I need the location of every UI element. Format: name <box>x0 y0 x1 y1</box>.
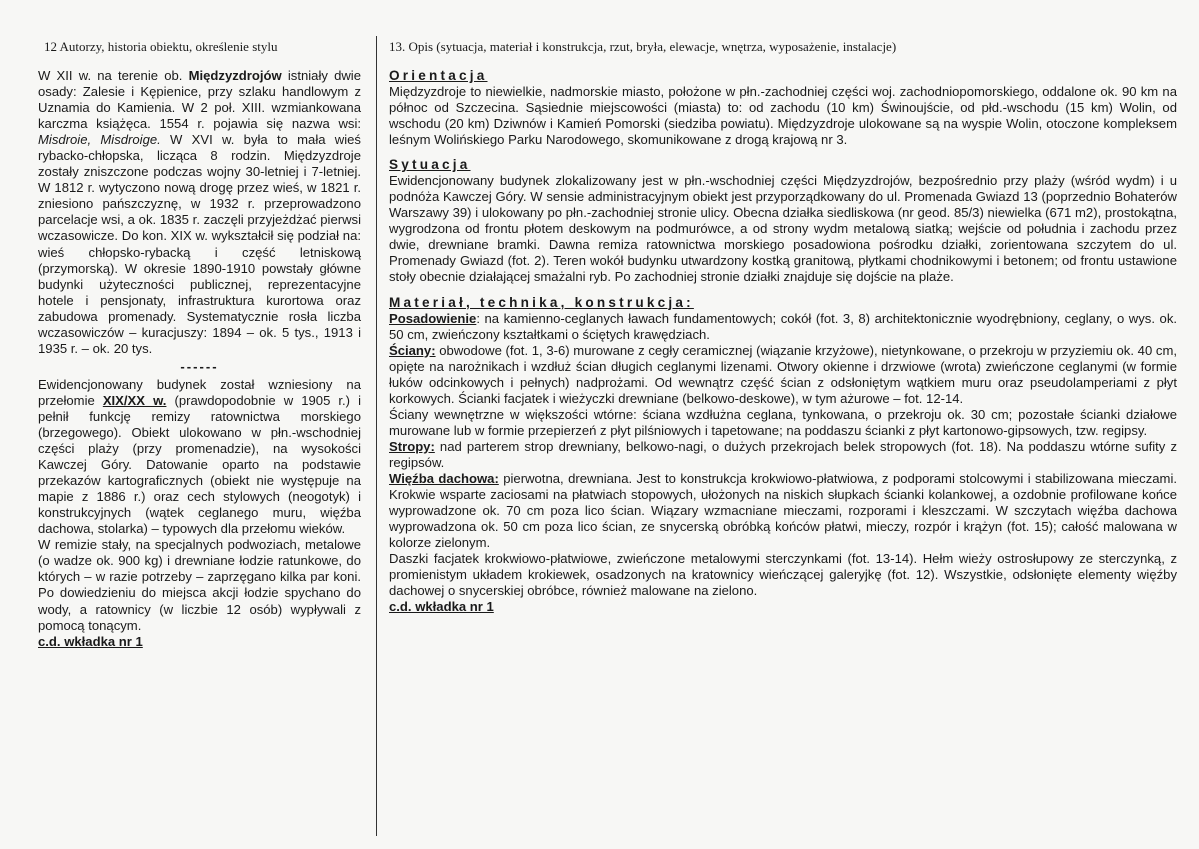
sciany-label: Ściany: <box>389 342 436 358</box>
section-title-sytuacja: Sytuacja <box>389 157 471 173</box>
section-title-material: Materiał, technika, konstrukcja: <box>389 294 694 310</box>
posadowienie-text: : na kamienno-ceglanych ławach fundamentowych; cokół (fot. 3, 8) architektonicznie wyodrębniony, ceglany, o wys. ok. 50 cm, zwieńczony kształtkami o ściętych krawędziach. <box>389 310 1177 342</box>
continuation-note-left: c.d. wkładka nr 1 <box>38 633 143 649</box>
construction-date: XIX/XX w. <box>102 392 167 408</box>
building-text: Ewidencjonowany budynek został wzniesiony na przełomie <box>38 376 361 408</box>
section-title-orientacja: Orientacja <box>389 68 488 83</box>
separator-dashes: ------ <box>180 358 219 374</box>
building-history-paragraph <box>38 377 361 537</box>
stropy-paragraph <box>389 439 1177 471</box>
wiezba-label: Więźba dachowa: <box>389 470 499 486</box>
sciany-paragraph <box>389 343 1177 407</box>
left-column-header: 12 Autorzy, historia obiektu, określenie stylu <box>44 39 278 54</box>
right-column-header: 13. Opis (sytuacja, materiał i konstrukcja, rzut, bryła, elewacje, wnętrza, wyposażenie, instalacje) <box>389 39 897 54</box>
description-column <box>389 68 1177 615</box>
stropy-label: Stropy: <box>389 438 435 454</box>
wiezba-text: pierwotna, drewniana. Jest to konstrukcja krokwiowo-płatwiowa, z podporami stolcowymi i stabilizowana mieczami. Krokwie wsparte zaciosami na płatwiach stopowych, ułożonych na niskich słupkach ścianki kolankowej, a ozdobnie profilowane końce wyprowadzone ok. 70 cm poza lico ścian. Wiązary wzmacniane mieczami, rozporami i kleszczami. W szczytach więźba dachowa wyprowadzona ok. 50 cm poza lico ścian, ze snycerską obróbką końców płatwi, mieczy, rozpór i krążyn (fot. 15); całość malowana w kolorze zielonym. <box>389 470 1178 551</box>
historic-names: Misdroie, Misdroige. <box>38 132 161 148</box>
town-name: Międzyzdrojów <box>188 68 282 83</box>
history-column <box>38 68 361 650</box>
continuation-note-right: c.d. wkładka nr 1 <box>389 599 494 615</box>
posadowienie-label: Posadowienie <box>389 310 477 326</box>
sciany-text: obwodowe (fot. 1, 3-6) murowane z cegły ceramicznej (wiązanie krzyżowe), nietynkowane, o przekroju w przyziemiu ok. 40 cm, opięte na narożnikach i wzdłuż ścian długich ceglanymi lizenami. Otwory okienne i drzwiowe (wrota) zwieńczone ceglanymi (w formie łuków odcinkowych i pełnych) nadprożami. Od wewnątrz część ścian z odsłoniętym wątkiem muru oraz pseudolamperiami z płyt korkowych. Ścianki facjatek i wieżyczki drewniane (belkowo-deskowe), w tym ażurowe – fot. 12-14. <box>389 342 1177 406</box>
history-text: istniały dwie osady: Zalesie i Kępienice, przy szlaku handlowym z Uznamia do Kamienia. W 2 poł. XIII. wzmiankowana karczma książęca. 1554 r. pojawia się nazwa wsi: <box>38 68 361 132</box>
building-text: (prawdopodobnie w 1905 r.) i pełnił funkcję remizy ratownictwa morskiego (brzegowego). Obiekt ulokowano w płn.-wschodniej części plaży (przy promenadzie), na wysokości Kawczej Góry. Datowanie oparto na podstawie przekazów kartograficznych (obiekt nie występuje na mapie z 1886 r.) oraz cech stylowych (neogotyk) i konstrukcyjnych (wątek ceglanego muru, więźba dachowa, stolarka) – typowych dla przełomu wieków. <box>38 392 361 537</box>
wiezba-paragraph <box>389 471 1177 551</box>
sciany-wewnetrzne-paragraph: Ściany wewnętrzne w większości wtórne: ściana wzdłużna ceglana, tynkowana, o przekroju ok. 30 cm; pozostałe ścianki działowe murowane lub w formie przepierzeń z płyt pilśniowych i tapetowane; na poddaszu ścianki z płyt kartonowo-gipsowych, tzw. regipsy. <box>389 406 1177 438</box>
history-text: W XVI w. była to mała wieś rybacko-chłopska, licząca 8 rodzin. Międzyzdroje zostały zniszczone podczas wojny 30-letniej i 7-letniej. W 1812 r. wytyczono nową drogę przez wieś, w 1821 r. zniesiono pańszczyznę, w 1932 r. przeprowadzono parcelacje wsi, a ok. 1835 r. zaczęli przyjeżdżać pierwsi wczasowicze. Do kon. XIX w. wykształcił się podział na: wieś chłopsko-rybacką i część letniskową (przymorską). W okresie 1890-1910 powstały główne budynki użyteczności publicznej, reprezentacyjne hotele i pensjonaty, infrastruktura kurortowa oraz zabudowa promenady. Systematycznie rosła liczba wczasowiczów – kuracjuszy: 1894 – ok. 5 tys., 1913 i 1935 r. – ok. 20 tys. <box>38 132 361 356</box>
rescue-boats-paragraph: W remizie stały, na specjalnych podwoziach, metalowe (o wadze ok. 900 kg) i drewniane łodzie ratunkowe, do których – w razie potrzeby – zaprzęgano kilka par koni. Po dowiedzieniu do miejsca akcji łodzie spychano do wody, a ratownicy (w liczbie 12 osób) wypływali z pomocą tonącym. <box>38 537 361 633</box>
sytuacja-text: Ewidencjonowany budynek zlokalizowany jest w płn.-wschodniej części Międzyzdrojów, bezpośrednio przy plaży (wśród wydm) i u podnóża Kawczej Góry. W sensie administracyjnym obiekt jest przyporządkowany do ul. Promenada Gwiazd 13 (poprzednio Bohaterów Warszawy 39) i ulokowany po płn.-zachodniej stronie ulicy. Obecna działka siedliskowa (nr geod. 85/3) niewielka (671 m2), prostokątna, wygrodzona od frontu płotem deskowym na podmurówce, a od strony wydm metalową siatką; wejście od południa i zachodu przez dwie, drewniane bramki. Dawna remiza ratownictwa morskiego posadowiona pośrodku działki, zorientowana szczytem do ul. Promenady Gwiazd (fot. 2). Teren wokół budynku utwardzony kostką granitową, płytkami chodnikowymi i betonem; od frontu ustawione stoły obecnie działającej smażalni ryb. Po zachodniej stronie działki znajduje się dojście na plaże. <box>389 173 1177 285</box>
history-paragraph <box>38 68 361 357</box>
orientacja-text: Międzyzdroje to niewielkie, nadmorskie miasto, położone w płn.-zachodniej części woj. zachodniopomorskiego, oddalone ok. 90 km na północ od Szczecina. Sąsiednie miejscowości (miasta) to: od zachodu (10 km) Świnoujście, od płd.-wschodu (15 km) Wolin, od wschodu (20 km) Dziwnów i Kamień Pomorski (siedziba powiatu). Międzyzdroje ulokowane są na wyspie Wolin, otoczone kompleksem leśnym Wolińskiego Parku Narodowego, skomunikowane z drogą krajową nr 3. <box>389 84 1177 148</box>
daszki-paragraph: Daszki facjatek krokwiowo-płatwiowe, zwieńczone metalowymi sterczynkami (fot. 13-14). Hełm wieży ostrosłupowy ze sterczynką, z promienistym układem krokiewek, osadzonych na kratownicy wieńczącej galeryjkę (fot. 12). Wszystkie, odsłonięte elementy więźby dachowej o snycerskiej obróbce, również malowane na zielono. <box>389 551 1177 599</box>
column-divider <box>376 36 377 836</box>
history-text: W XII w. na terenie ob. <box>38 68 189 83</box>
posadowienie-paragraph <box>389 311 1177 343</box>
stropy-text: nad parterem strop drewniany, belkowo-nagi, o dużych przekrojach belek stropowych (fot. 18). Na poddaszu wtórne sufity z regipsów. <box>389 438 1177 470</box>
